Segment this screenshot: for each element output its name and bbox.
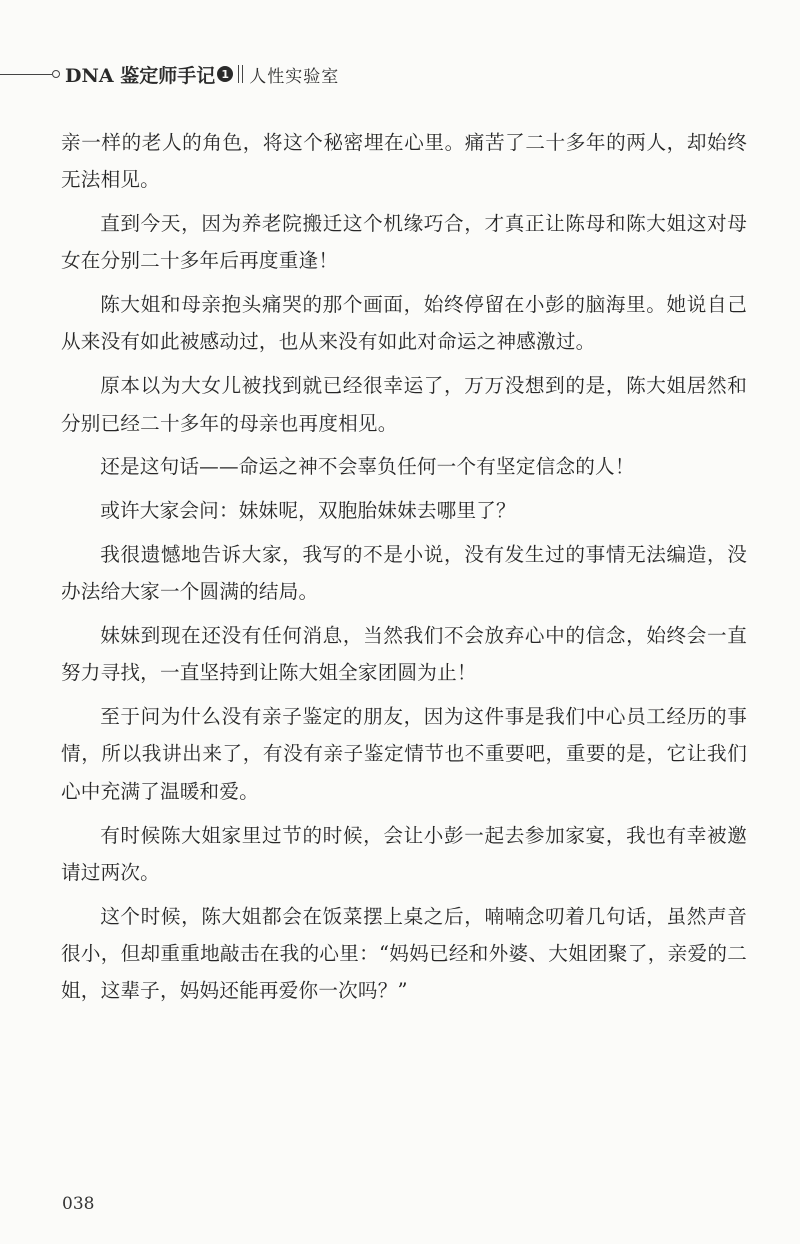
paragraph: 这个时候，陈大姐都会在饭菜摆上桌之后，喃喃念叨着几句话，虽然声音很小，但却重重地敲击在我的心里：“妈妈已经和外婆、大姐团聚了，亲爱的二姐，这辈子，妈妈还能再爱你一次吗？” [61, 904, 747, 1003]
paragraph: 我很遗憾地告诉大家，我写的不是小说，没有发生过的事情无法编造，没办法给大家一个圆满的结局。 [61, 542, 747, 604]
paragraph: 至于问为什么没有亲子鉴定的朋友，因为这件事是我们中心员工经历的事情，所以我讲出来了，有没有亲子鉴定情节也不重要吧，重要的是，它让我们心中充满了温暖和爱。 [61, 705, 747, 803]
header-separator [238, 65, 243, 83]
paragraph: 陈大姐和母亲抱头痛哭的那个画面，始终停留在小彭的脑海里。她说自己从来没有如此被感动过，也从来没有如此对命运之神感激过。 [61, 293, 747, 354]
header-rule [0, 74, 52, 75]
paragraph: 还是这句话——命运之神不会辜负任何一个有坚定信念的人！ [100, 455, 635, 479]
paragraph: 亲一样的老人的角色，将这个秘密埋在心里。痛苦了二十多年的两人，却始终无法相见。 [61, 131, 747, 192]
book-subtitle: 人性实验室 [249, 66, 340, 87]
book-title: DNA 鉴定师手记 [65, 64, 216, 87]
paragraph: 有时候陈大姐家里过节的时候，会让小彭一起去参加家宴，我也有幸被邀请过两次。 [61, 823, 747, 884]
paragraph: 原本以为大女儿被找到就已经很幸运了，万万没想到的是，陈大姐居然和分别已经二十多年的母亲也再度相见。 [61, 374, 747, 435]
page-number: 038 [62, 1194, 95, 1214]
paragraph: 妹妹到现在还没有任何消息，当然我们不会放弃心中的信念，始终会一直努力寻找，一直坚持到让陈大姐全家团圆为止！ [61, 624, 747, 685]
paragraph: 或许大家会问：妹妹呢，双胞胎妹妹去哪里了？ [100, 499, 516, 523]
page-body [61, 124, 747, 1016]
header-circle-ornament [52, 70, 60, 78]
running-header [0, 58, 520, 90]
volume-number-badge: 1 [217, 66, 233, 82]
paragraph: 直到今天，因为养老院搬迁这个机缘巧合，才真正让陈母和陈大姐这对母女在分别二十多年后再度重逢！ [61, 212, 747, 273]
